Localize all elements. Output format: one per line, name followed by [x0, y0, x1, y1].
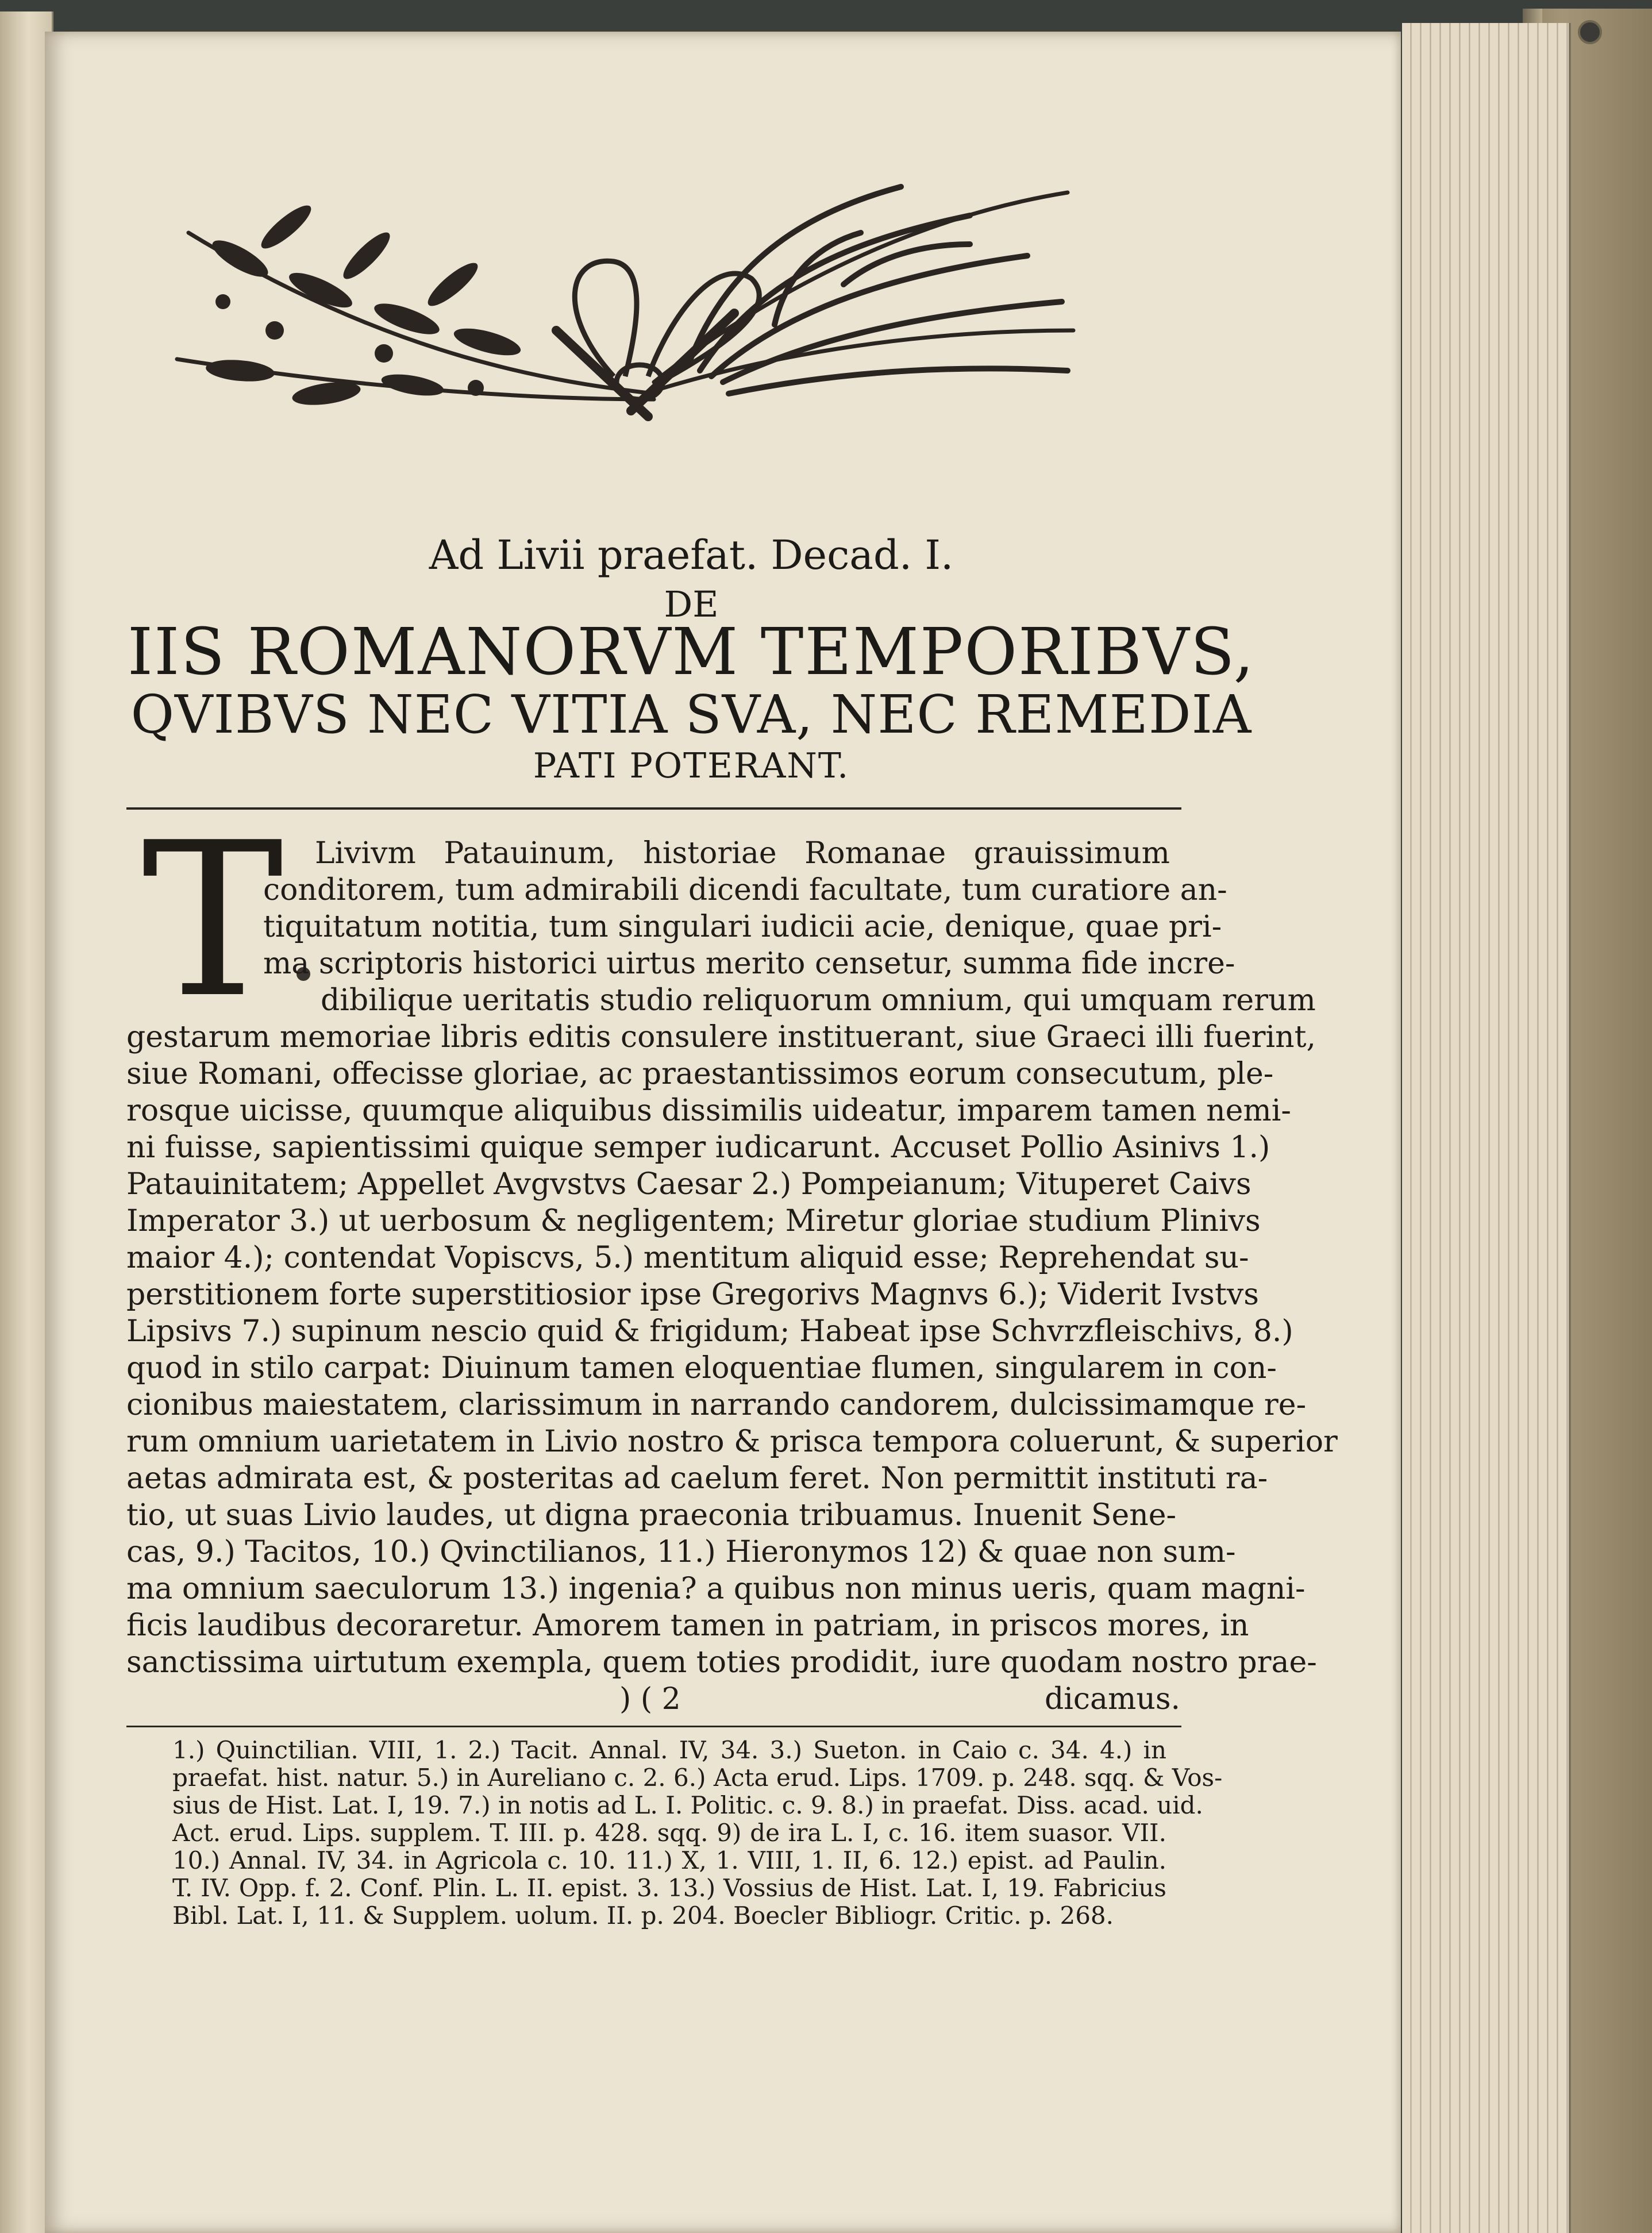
- page-title-line-1: IIS ROMANORVM TEMPORIBVS,: [127, 615, 1256, 690]
- heading-de: DE: [664, 583, 719, 625]
- body-line: quod in stilo carpat: Diuinum tamen eloquentiae flumen, singularem in con-: [126, 1351, 1277, 1385]
- right-page: [45, 32, 1401, 2233]
- drop-cap: T: [141, 798, 284, 1045]
- footnote-line: 10.) Annal. IV, 34. in Agricola c. 10. 11.) X, 1. VIII, 1. II, 6. 12.) epist. ad Paulin.: [172, 1846, 1166, 1874]
- body-line: ma omnium saeculorum 13.) ingenia? a quibus non minus ueris, quam magni-: [126, 1572, 1306, 1606]
- body-line: ficis laudibus decoraretur. Amorem tamen in patriam, in priscos mores, in: [126, 1608, 1249, 1643]
- body-line: aetas admirata est, & posteritas ad caelum feret. Non permittit instituti ra-: [126, 1461, 1268, 1496]
- catchword: dicamus.: [1045, 1682, 1181, 1716]
- body-line: cas, 9.) Tacitos, 10.) Qvinctilianos, 11.) Hieronymos 12) & quae non sum-: [126, 1535, 1236, 1569]
- body-line: dibilique ueritatis studio reliquorum omnium, qui umquam rerum: [321, 983, 1316, 1018]
- body-line: conditorem, tum admirabili dicendi facultate, tum curatiore an-: [263, 873, 1227, 907]
- title-rule: [126, 807, 1181, 810]
- body-line: perstitionem forte superstitiosior ipse Gregorivs Magnvs 6.); Viderit Ivstvs: [126, 1277, 1259, 1312]
- body-line: gestarum memoriae libris editis consulere instituerant, siue Graeci illi fuerint,: [126, 1020, 1316, 1054]
- body-line: Imperator 3.) ut uerbosum & negligentem; Miretur gloriae studium Plinivs: [126, 1204, 1261, 1238]
- heading-subtitle: Ad Livii praefat. Decad. I.: [429, 532, 954, 579]
- page-edges: [1402, 23, 1571, 2233]
- body-line: tiquitatum notitia, tum singulari iudicii acie, denique, quae pri-: [263, 910, 1222, 944]
- footnote-line: Bibl. Lat. I, 11. & Supplem. uolum. II. p. 204. Boecler Bibliogr. Critic. p. 268.: [172, 1901, 1114, 1930]
- body-line: ni fuisse, sapientissimi quique semper iudicarunt. Accuset Pollio Asinivs 1.): [126, 1130, 1270, 1165]
- body-line: Livivm Patauinum, historiae Romanae grauissimum: [315, 836, 1170, 871]
- footnote-line: Act. erud. Lips. supplem. T. III. p. 428. sqq. 9) de ira L. I, c. 16. item suasor. VII.: [172, 1819, 1166, 1847]
- board-corner-hole: [1578, 20, 1602, 44]
- body-line: Patauinitatem; Appellet Avgvstvs Caesar 2.) Pompeianum; Vituperet Caivs: [126, 1167, 1251, 1202]
- page-title-line-3: PATI POTERANT.: [533, 746, 850, 786]
- footnote-line: sius de Hist. Lat. I, 19. 7.) in notis ad L. I. Politic. c. 9. 8.) in praefat. Diss. acad. uid.: [172, 1791, 1203, 1819]
- body-line: cionibus maiestatem, clarissimum in narrando candorem, dulcissimamque re-: [126, 1388, 1307, 1422]
- body-line: rum omnium uarietatem in Livio nostro & prisca tempora coluerunt, & superior: [126, 1424, 1338, 1459]
- body-line: Lipsivs 7.) supinum nescio quid & frigidum; Habeat ipse Schvrzfleischivs, 8.): [126, 1314, 1293, 1349]
- page-title-line-2: QVIBVS NEC VITIA SVA, NEC REMEDIA: [130, 684, 1252, 745]
- footnote-rule: [126, 1726, 1181, 1727]
- footnote-line: 1.) Quinctilian. VIII, 1. 2.) Tacit. Annal. IV, 34. 3.) Sueton. in Caio c. 34. 4.) in: [172, 1736, 1166, 1764]
- body-line: ma scriptoris historici uirtus merito censetur, summa fide incre-: [263, 946, 1235, 981]
- body-line: sanctissima uirtutum exempla, quem toties prodidit, iure quodam nostro prae-: [126, 1645, 1317, 1680]
- footnote-line: T. IV. Opp. f. 2. Conf. Plin. L. II. epist. 3. 13.) Vossius de Hist. Lat. I, 19. Fabricius: [172, 1874, 1166, 1902]
- body-line: tio, ut suas Livio laudes, ut digna praeconia tribuamus. Inuenit Sene-: [126, 1498, 1177, 1533]
- body-line: maior 4.); contendat Vopiscvs, 5.) mentitum aliquid esse; Reprehendat su-: [126, 1241, 1249, 1275]
- body-line: siue Romani, offecisse gloriae, ac praestantissimos eorum consecutum, ple-: [126, 1057, 1274, 1091]
- laurel-ornament-icon: [154, 141, 1096, 428]
- signature-mark: ) ( 2: [619, 1682, 681, 1716]
- footnote-line: praefat. hist. natur. 5.) in Aureliano c. 2. 6.) Acta erud. Lips. 1709. p. 248. sqq. & Vos-: [172, 1764, 1223, 1792]
- body-line: rosque uicisse, quumque aliquibus dissimilis uideatur, imparem tamen nemi-: [126, 1094, 1291, 1128]
